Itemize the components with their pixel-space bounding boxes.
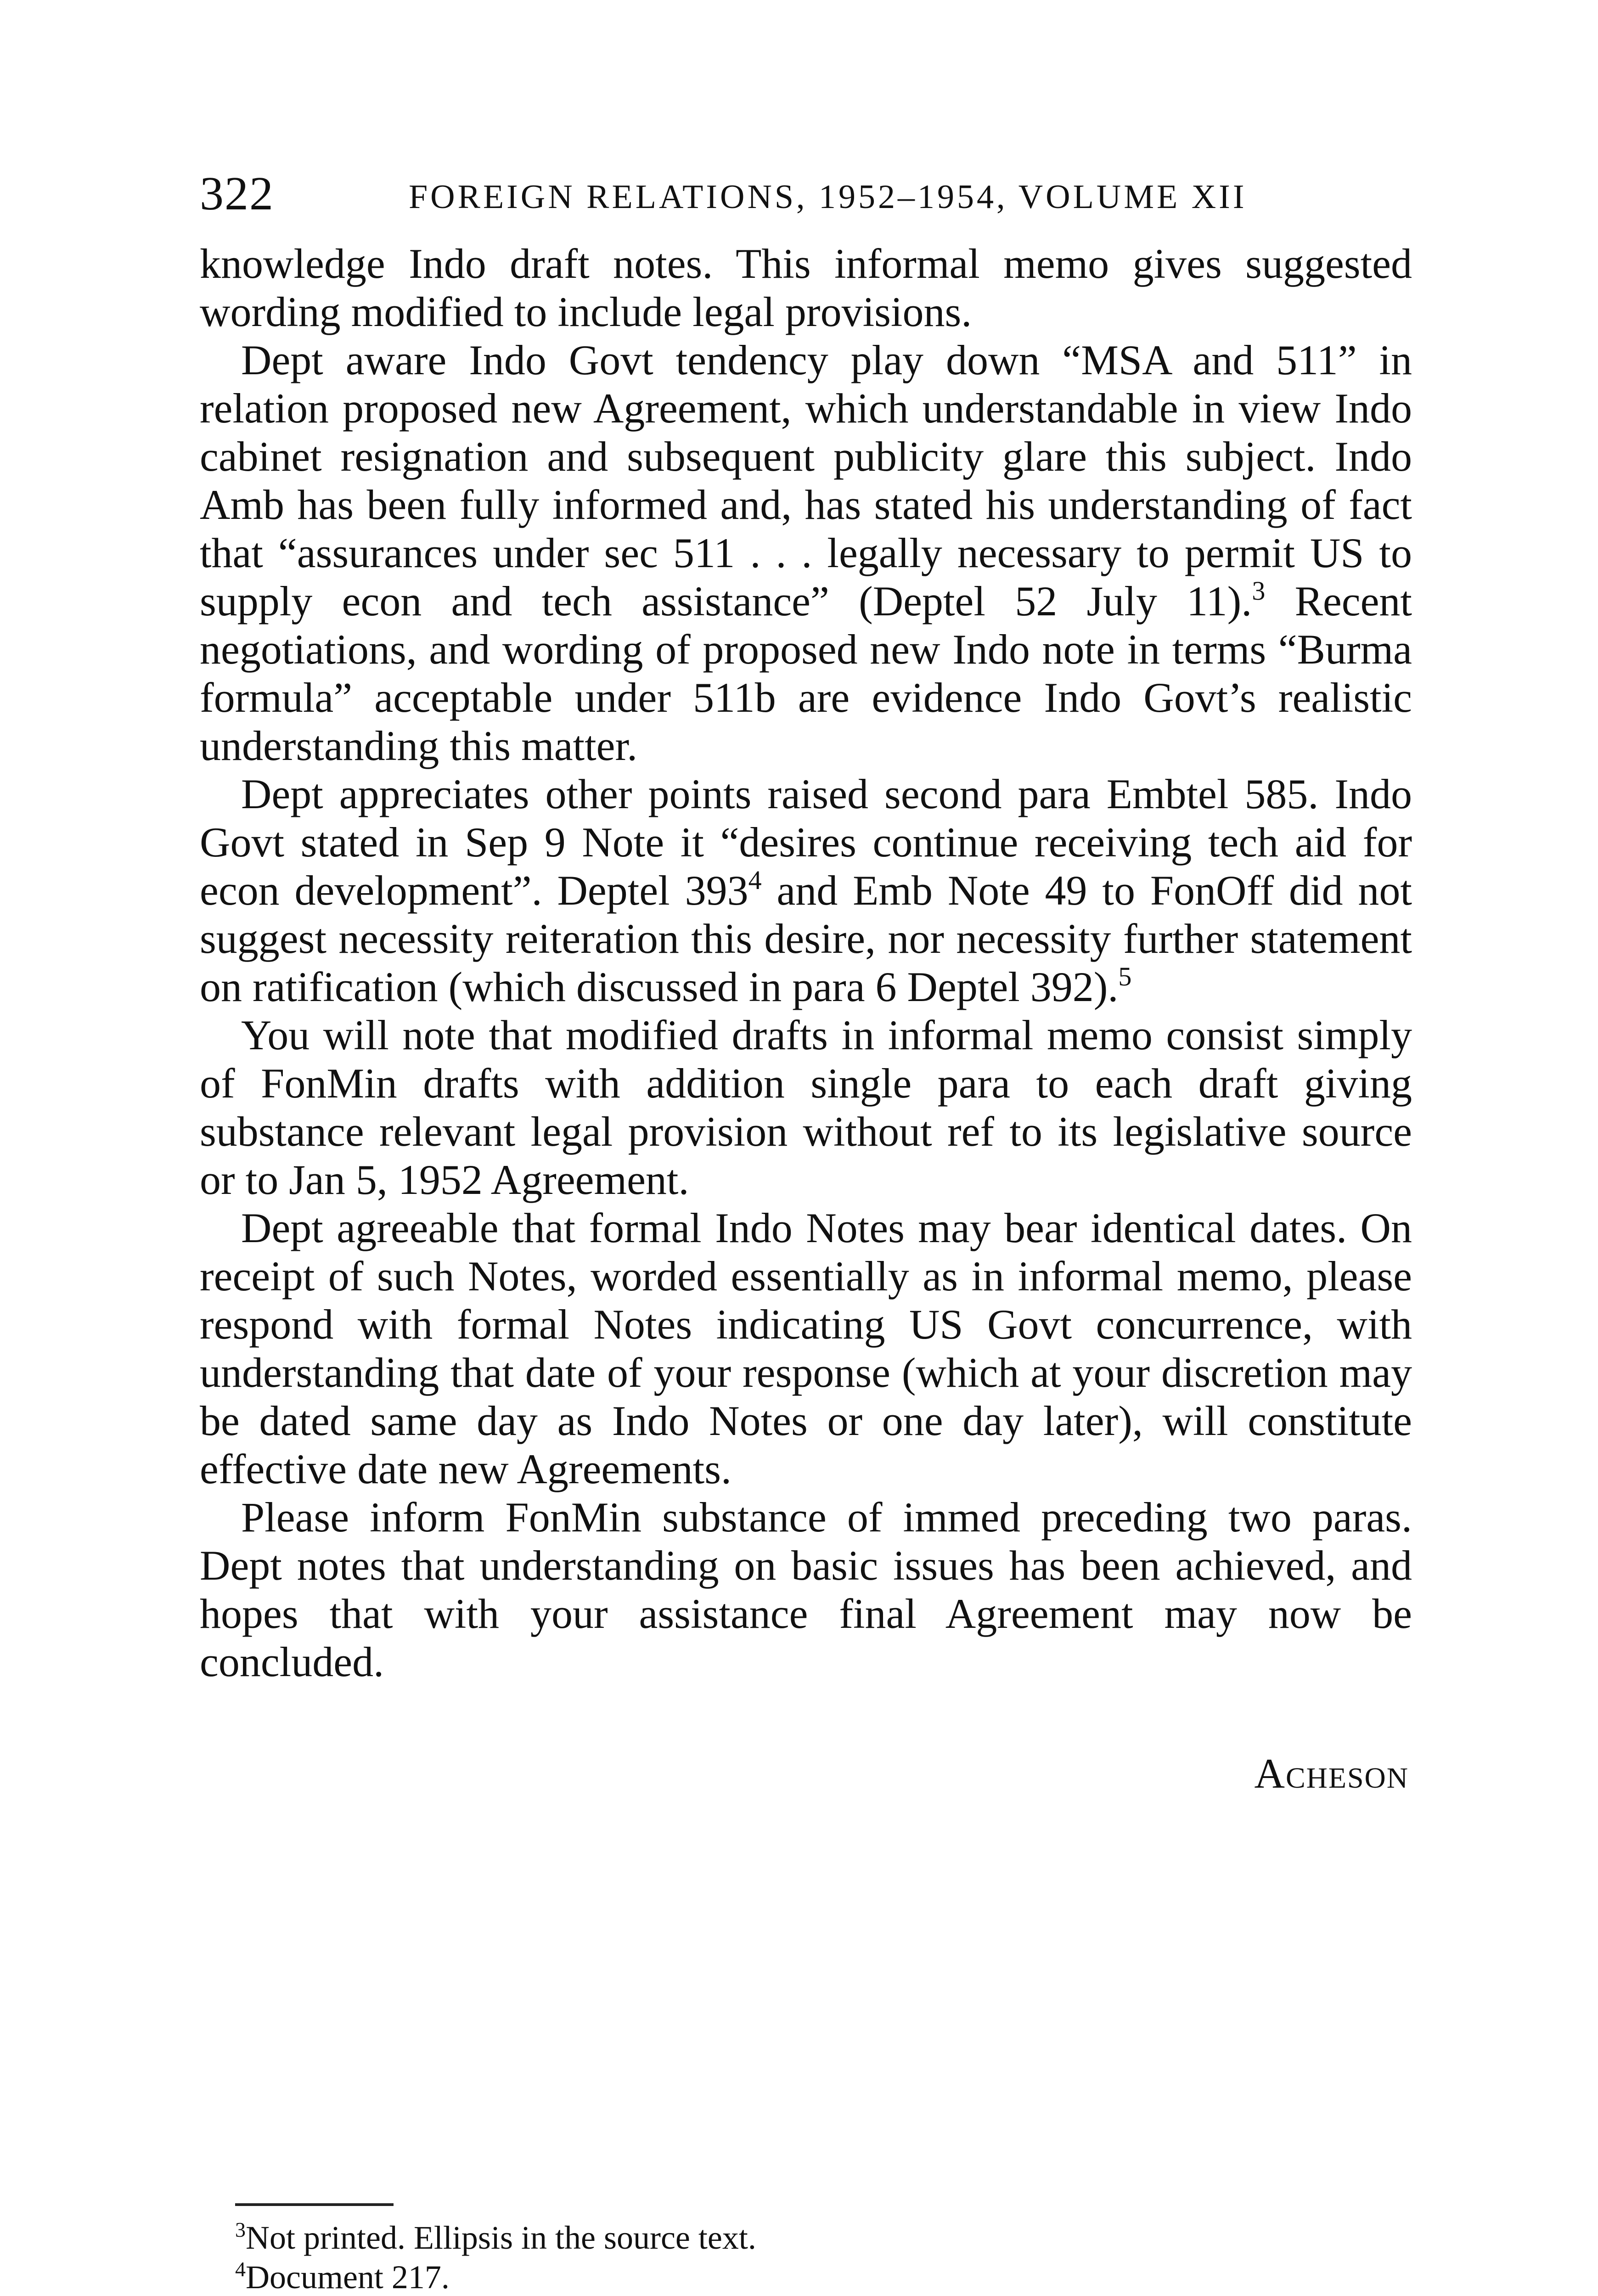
paragraph-3 bbox=[200, 770, 1412, 1011]
page-header bbox=[200, 162, 1417, 235]
footnotes bbox=[235, 2218, 1383, 2296]
footnote-ref-3[interactable]: 3 bbox=[1252, 576, 1266, 606]
footnote-marker: 4 bbox=[235, 2257, 246, 2281]
footnote-3 bbox=[235, 2218, 1383, 2257]
paragraph-2 bbox=[200, 336, 1412, 770]
paragraph-2-text-b: Recent negotiations, and wording of proposed new Indo note in terms “Burma formula” acceptable under 511b are evidence Indo Govt’s realistic understanding this matter. bbox=[200, 578, 1412, 769]
paragraph-4: You will note that modified drafts in informal memo consist simply of FonMin drafts with addition single para to each draft giving substance relevant legal provision without ref to its legislative source or to Jan 5, 1952 Agreement. bbox=[200, 1012, 1412, 1203]
footnote-marker: 3 bbox=[235, 2218, 246, 2241]
paragraph-5: Dept agreeable that formal Indo Notes may bear identical dates. On receipt of such Notes, worded essentially as in informal memo, please respond with formal Notes indicating US Govt concurrence, with understanding that date of your response (which at your discretion may be dated same day as Indo Notes or one day later), will constitute effective date new Agreements. bbox=[200, 1204, 1412, 1492]
running-head: FOREIGN RELATIONS, 1952–1954, VOLUME XII bbox=[409, 178, 1247, 216]
footnote-ref-5[interactable]: 5 bbox=[1118, 962, 1132, 991]
page-number: 322 bbox=[200, 167, 274, 220]
footnote-4 bbox=[235, 2257, 1383, 2296]
signature: Acheson bbox=[1254, 1750, 1409, 1797]
footnote-text: Document 217. bbox=[246, 2259, 450, 2296]
paragraph-6: Please inform FonMin substance of immed preceding two paras. Dept notes that understanding on basic issues has been achieved, and hopes that with your assistance final Agreement may now be concluded. bbox=[200, 1494, 1412, 1685]
body-text bbox=[200, 240, 1412, 1686]
footnote-ref-4[interactable]: 4 bbox=[748, 865, 762, 895]
footnote-divider bbox=[235, 2203, 394, 2206]
paragraph-2-text-a: Dept aware Indo Govt tendency play down “MSA and 511” in relation proposed new Agreement, which understandable in view Indo cabinet resignation and subsequent publicity glare this subject. Indo Amb has been fully informed and, has stated his understanding of fact that “assurances under sec 511 . . . legally necessary to permit US to supply econ and tech assistance” (Deptel 52 July 11). bbox=[200, 337, 1412, 625]
paragraph-3-text-a: Dept appreciates other points raised second para Embtel 585. Indo Govt stated in Sep 9 Note it “desires continue receiving tech aid for econ development”. Deptel 393 bbox=[200, 771, 1412, 914]
paragraph-3-text-b: and Emb Note 49 to FonOff did not suggest necessity reiteration this desire, nor necessity further statement on ratification (which discussed in para 6 Deptel 392). bbox=[200, 867, 1412, 1010]
paragraph-1: knowledge Indo draft notes. This informal memo gives suggested wording modified to include legal provisions. bbox=[200, 240, 1412, 335]
footnote-text: Not printed. Ellipsis in the source text. bbox=[246, 2219, 756, 2256]
